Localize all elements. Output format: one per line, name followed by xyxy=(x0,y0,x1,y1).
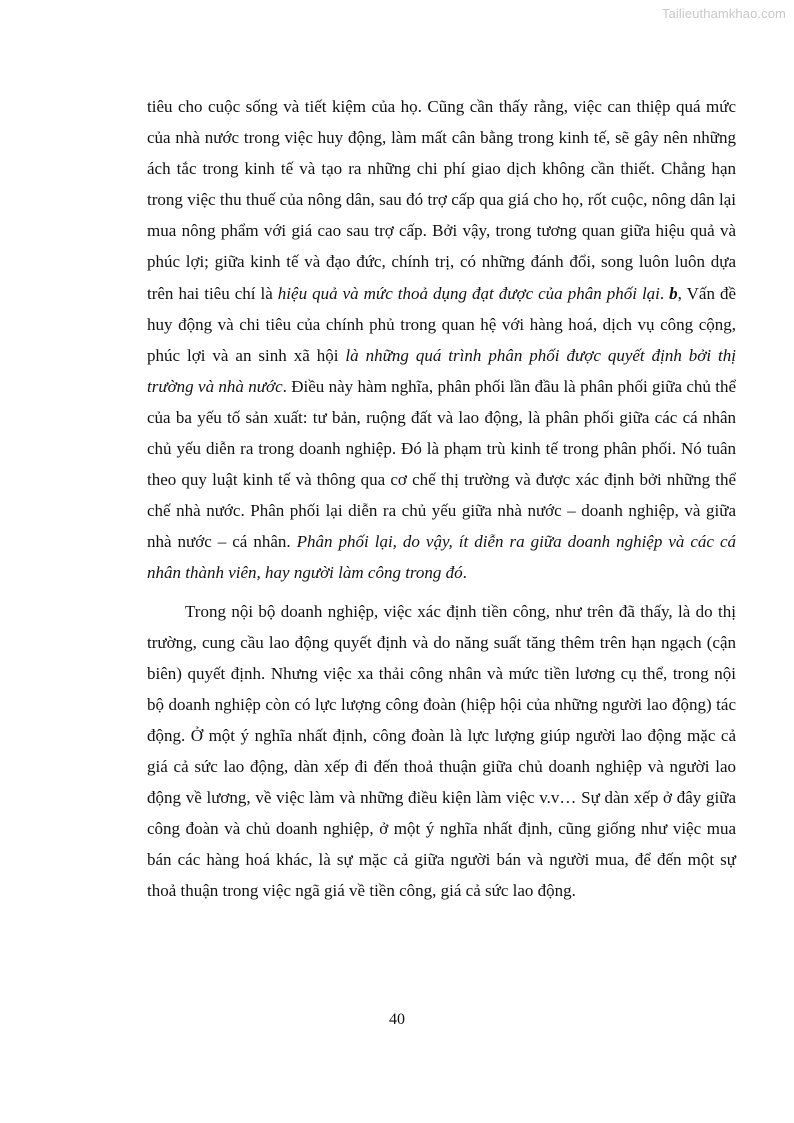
paragraph-1-text-1: tiêu cho cuộc sống và tiết kiệm của họ. Cũng cần thấy rằng, việc can thiệp quá mức của nhà nước trong việc huy động, làm mất cân bằng trong kinh tế, sẽ gây nên những ách tắc trong kinh tế và tạo ra những chi phí giao dịch không cần thiết. Chẳng hạn trong việc thu thuế của nông dân, sau đó trợ cấp qua giá cho họ, rốt cuộc, nông dân lại mua nông phẩm với giá cao sau trợ cấp. Bởi vậy, trong tương quan giữa hiệu quả và phúc lợi; giữa kinh tế và đạo đức, chính trị, có những đánh đổi, song luôn luôn dựa trên hai tiêu chí là xyxy=(147,97,736,303)
paragraph-1-italic-3: Phân phối lại, do vậy, ít diễn ra giữa doanh nghiệp và các cá nhân thành viên, hay người làm công trong đó xyxy=(147,532,736,583)
paragraph-1-text-4: . Điều này hàm nghĩa, phân phối lần đầu là phân phối giữa chủ thể của ba yếu tố sản xuất: tư bản, ruộng đất và lao động, là phân phối giữa các cá nhân chủ yếu diễn ra trong doanh nghiệp. Đó là phạm trù kinh tế trong phân phối. Nó tuân theo quy luật kinh tế và thông qua cơ chế thị trường và được xác định bởi những thể chế nhà nước. Phân phối lại diễn ra chủ yếu giữa nhà nước – doanh nghiệp, và giữa nhà nước – cá nhân. xyxy=(147,376,736,552)
document-body xyxy=(147,91,736,906)
paragraph-1 xyxy=(147,91,736,589)
paragraph-1-bold-b: b xyxy=(669,283,678,303)
paragraph-1-text-5: . xyxy=(462,563,467,583)
paragraph-1-italic-1: hiệu quả và mức thoả dụng đạt được của phân phối lại xyxy=(277,283,660,303)
paragraph-1-italic-2: là những quá trình phân phối được quyết định bởi thị trường và nhà nước xyxy=(147,345,736,396)
page-number: 40 xyxy=(389,1011,405,1028)
paragraph-2: Trong nội bộ doanh nghiệp, việc xác định tiền công, như trên đã thấy, là do thị trường, cung cầu lao động quyết định và do năng suất tăng thêm trên hạn ngạch (cận biên) quyết định. Nhưng việc xa thải công nhân và mức tiền lương cụ thể, trong nội bộ doanh nghiệp còn có lực lượng công đoàn (hiệp hội của những người lao động) tác động. Ở một ý nghĩa nhất định, công đoàn là lực lượng giúp người lao động mặc cả giá cả sức lao động, dàn xếp đi đến thoả thuận giữa chủ doanh nghiệp và người lao động về lương, về việc làm và những điều kiện làm việc v.v… Sự dàn xếp ở đây giữa công đoàn và chủ doanh nghiệp, ở một ý nghĩa nhất định, cũng giống như việc mua bán các hàng hoá khác, là sự mặc cả giữa người bán và người mua, để đến một sự thoả thuận trong việc ngã giá về tiền công, giá cả sức lao động. xyxy=(147,601,736,901)
paragraph-1-text-3: , Vấn đề huy động và chi tiêu của chính phủ trong quan hệ với hàng hoá, dịch vụ công cộng, phúc lợi và an sinh xã hội xyxy=(147,283,737,365)
watermark: Tailieuthamkhao.com xyxy=(661,6,786,21)
paragraph-1-text-2: . xyxy=(659,283,670,303)
